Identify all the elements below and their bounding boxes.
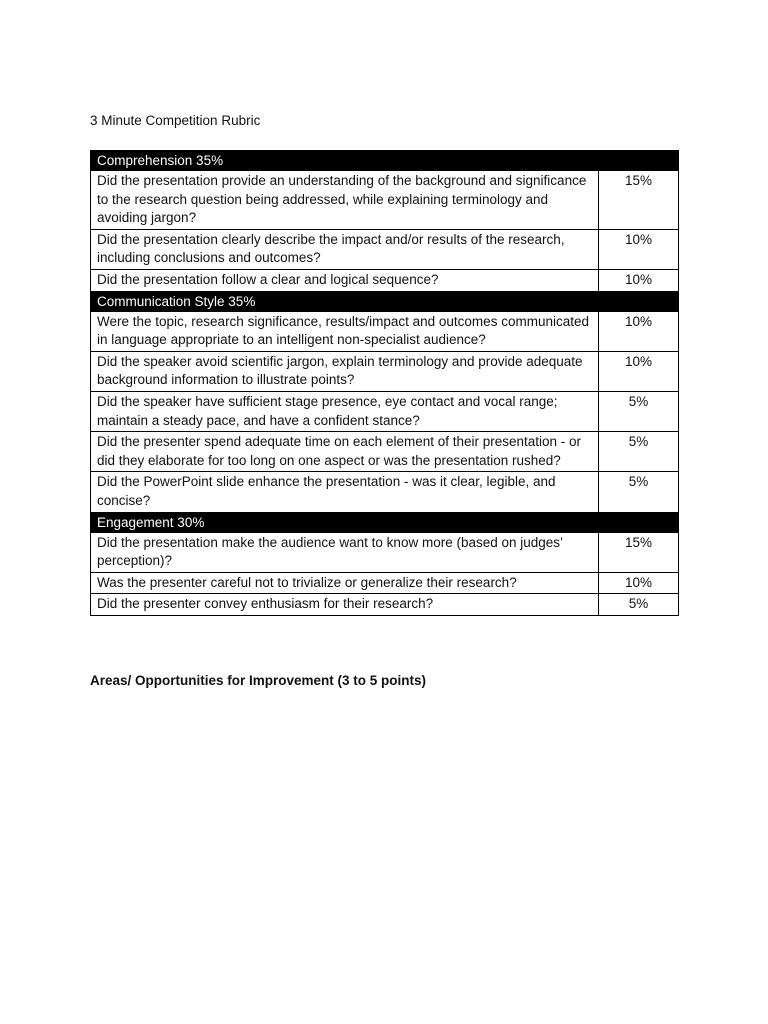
criterion-weight: 5% <box>599 432 679 472</box>
section-header-communication-style <box>91 291 679 311</box>
criterion-weight: 10% <box>599 311 679 351</box>
criterion-text: Did the speaker have sufficient stage presence, eye contact and vocal range; maintain a steady pace, and have a confident stance? <box>91 391 599 431</box>
criterion-weight: 15% <box>599 171 679 230</box>
section-heading-spacer <box>599 151 679 171</box>
section-heading: Engagement 30% <box>91 512 599 532</box>
criterion-row <box>91 391 679 431</box>
criterion-text: Did the presentation provide an understanding of the background and significance to the research question being addressed, while explaining terminology and avoiding jargon? <box>91 171 599 230</box>
document-title: 3 Minute Competition Rubric <box>90 113 261 128</box>
section-heading-spacer <box>599 512 679 532</box>
criterion-weight: 15% <box>599 532 679 572</box>
criterion-row <box>91 432 679 472</box>
section-header-comprehension <box>91 151 679 171</box>
criterion-weight: 5% <box>599 594 679 616</box>
criterion-text: Did the presenter spend adequate time on each element of their presentation - or did they elaborate for too long on one aspect or was the presentation rushed? <box>91 432 599 472</box>
criterion-text: Were the topic, research significance, results/impact and outcomes communicated in language appropriate to an intelligent non-specialist audience? <box>91 311 599 351</box>
criterion-row <box>91 351 679 391</box>
criterion-text: Did the presentation clearly describe the impact and/or results of the research, including conclusions and outcomes? <box>91 229 599 269</box>
criterion-row <box>91 532 679 572</box>
criterion-row <box>91 572 679 594</box>
criterion-text: Did the presentation follow a clear and logical sequence? <box>91 269 599 291</box>
criterion-row <box>91 594 679 616</box>
criterion-text: Did the PowerPoint slide enhance the presentation - was it clear, legible, and concise? <box>91 472 599 512</box>
criterion-row <box>91 311 679 351</box>
rubric-table <box>90 150 679 616</box>
section-heading: Comprehension 35% <box>91 151 599 171</box>
criterion-row <box>91 269 679 291</box>
criterion-row <box>91 472 679 512</box>
criterion-text: Did the speaker avoid scientific jargon, explain terminology and provide adequate background information to illustrate points? <box>91 351 599 391</box>
criterion-text: Did the presenter convey enthusiasm for their research? <box>91 594 599 616</box>
section-heading-spacer <box>599 291 679 311</box>
criterion-weight: 5% <box>599 472 679 512</box>
improvement-heading: Areas/ Opportunities for Improvement (3 to 5 points) <box>90 673 427 688</box>
criterion-row <box>91 171 679 230</box>
criterion-weight: 5% <box>599 391 679 431</box>
criterion-text: Did the presentation make the audience want to know more (based on judges’ perception)? <box>91 532 599 572</box>
criterion-weight: 10% <box>599 229 679 269</box>
criterion-text: Was the presenter careful not to trivialize or generalize their research? <box>91 572 599 594</box>
section-heading: Communication Style 35% <box>91 291 599 311</box>
section-header-engagement <box>91 512 679 532</box>
criterion-weight: 10% <box>599 269 679 291</box>
criterion-row <box>91 229 679 269</box>
criterion-weight: 10% <box>599 572 679 594</box>
criterion-weight: 10% <box>599 351 679 391</box>
